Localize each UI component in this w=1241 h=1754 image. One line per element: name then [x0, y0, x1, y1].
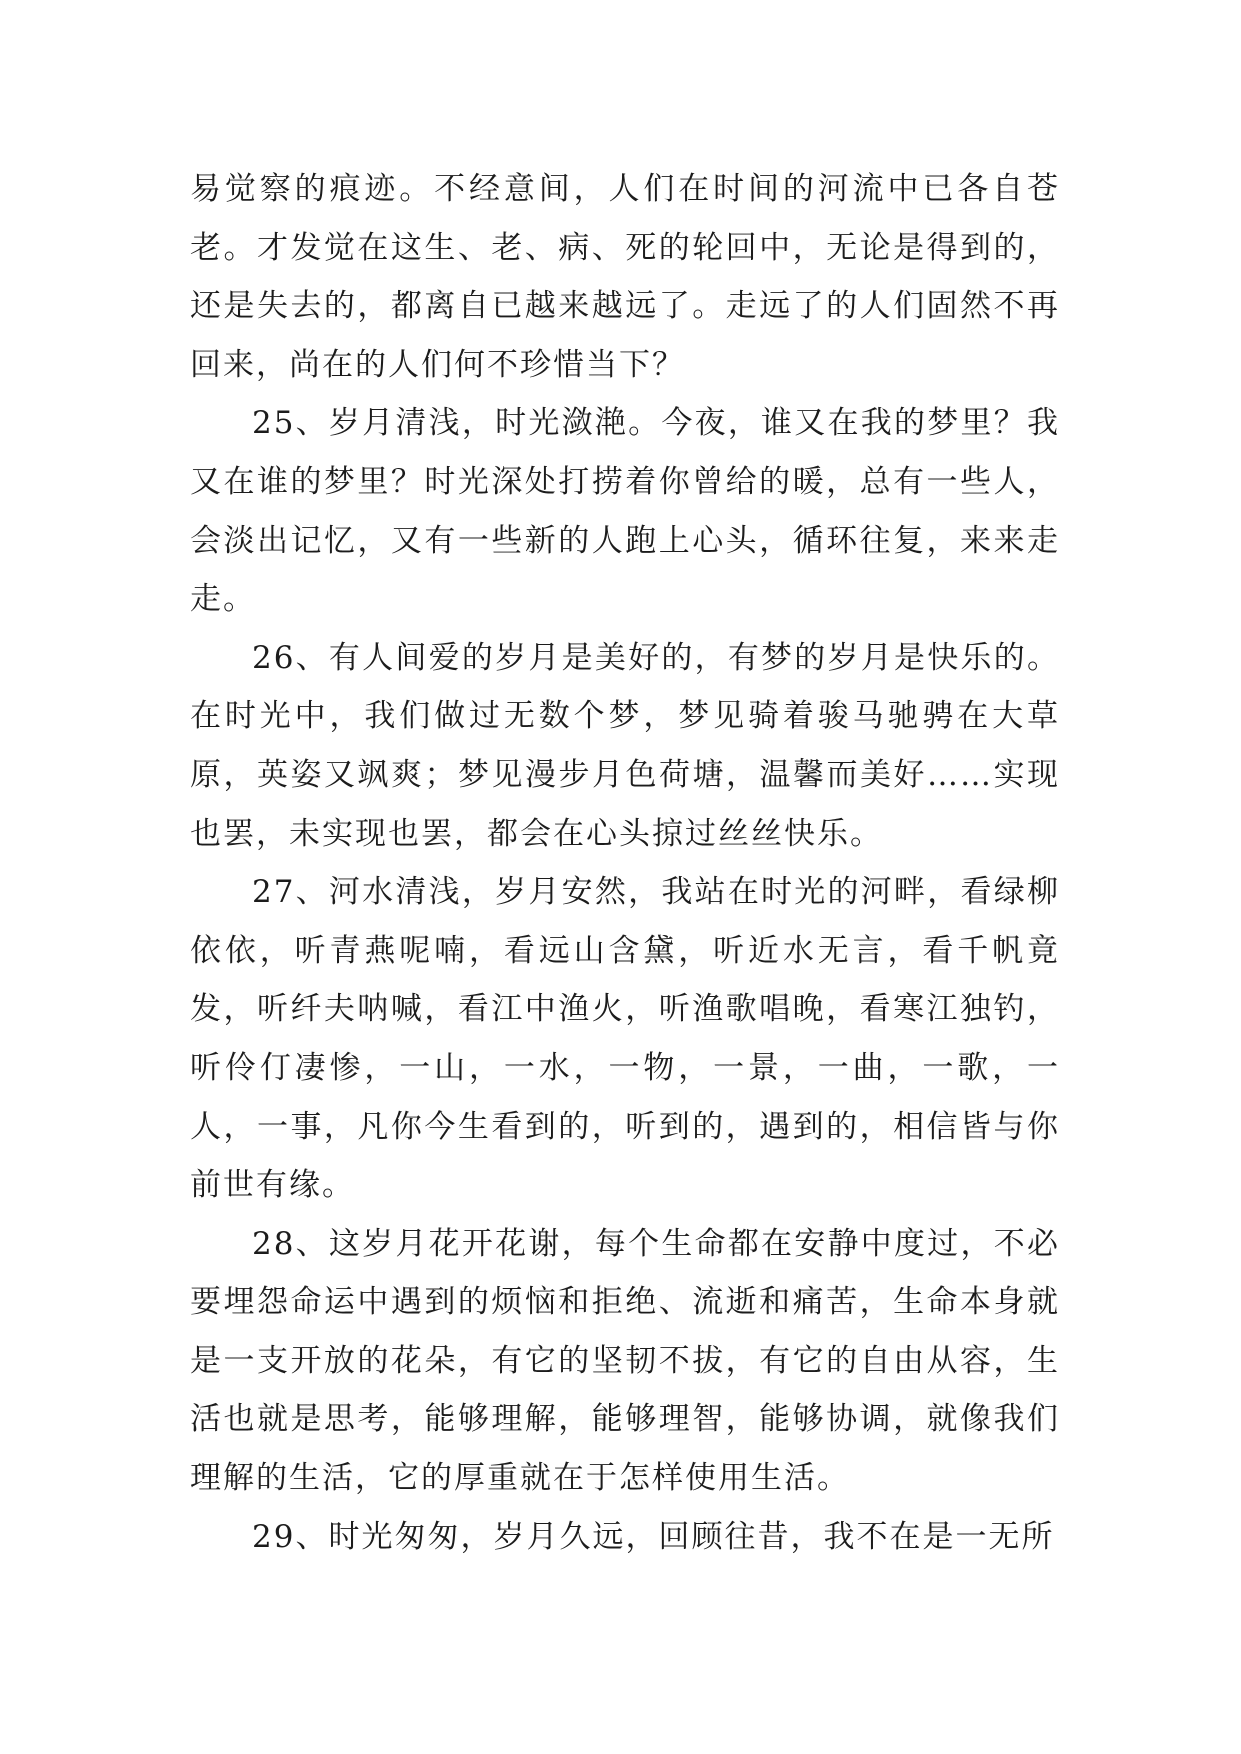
paragraph-29: 29、时光匆匆，岁月久远，回顾往昔，我不在是一无所 — [252, 1518, 1055, 1555]
paragraph-25: 25、岁月清浅，时光潋滟。今夜，谁又在我的梦里？我又在谁的梦里？时光深处打捞着你曾给的暖，总有一些人，会淡出记忆，又有一些新的人跑上心头，循环往复，来来走走。 — [190, 405, 1060, 618]
document-body — [190, 160, 1060, 1566]
paragraph-26: 26、有人间爱的岁月是美好的，有梦的岁月是快乐的。在时光中，我们做过无数个梦，梦见骑着骏马驰骋在大草原，英姿又飒爽；梦见漫步月色荷塘，温馨而美好……实现也罢，未实现也罢，都会在心头掠过丝丝快乐。 — [190, 639, 1060, 852]
paragraph-continuation: 易觉察的痕迹。不经意间，人们在时间的河流中已各自苍老。才发觉在这生、老、病、死的轮回中，无论是得到的，还是失去的，都离自已越来越远了。走远了的人们固然不再回来，尚在的人们何不珍惜当下？ — [190, 171, 1060, 383]
paragraph-27: 27、河水清浅，岁月安然，我站在时光的河畔，看绿柳依依，听青燕呢喃，看远山含黛，听近水无言，看千帆竟发，听纤夫呐喊，看江中渔火，听渔歌唱晚，看寒江独钓，听伶仃凄惨，一山，一水，一物，一景，一曲，一歌，一人，一事，凡你今生看到的，听到的，遇到的，相信皆与你前世有缘。 — [190, 874, 1060, 1204]
paragraph-28: 28、这岁月花开花谢，每个生命都在安静中度过，不必要埋怨命运中遇到的烦恼和拒绝、流逝和痛苦，生命本身就是一支开放的花朵，有它的坚韧不拔，有它的自由从容，生活也就是思考，能够理解，能够理智，能够协调，就像我们理解的生活，它的厚重就在于怎样使用生活。 — [190, 1225, 1060, 1497]
